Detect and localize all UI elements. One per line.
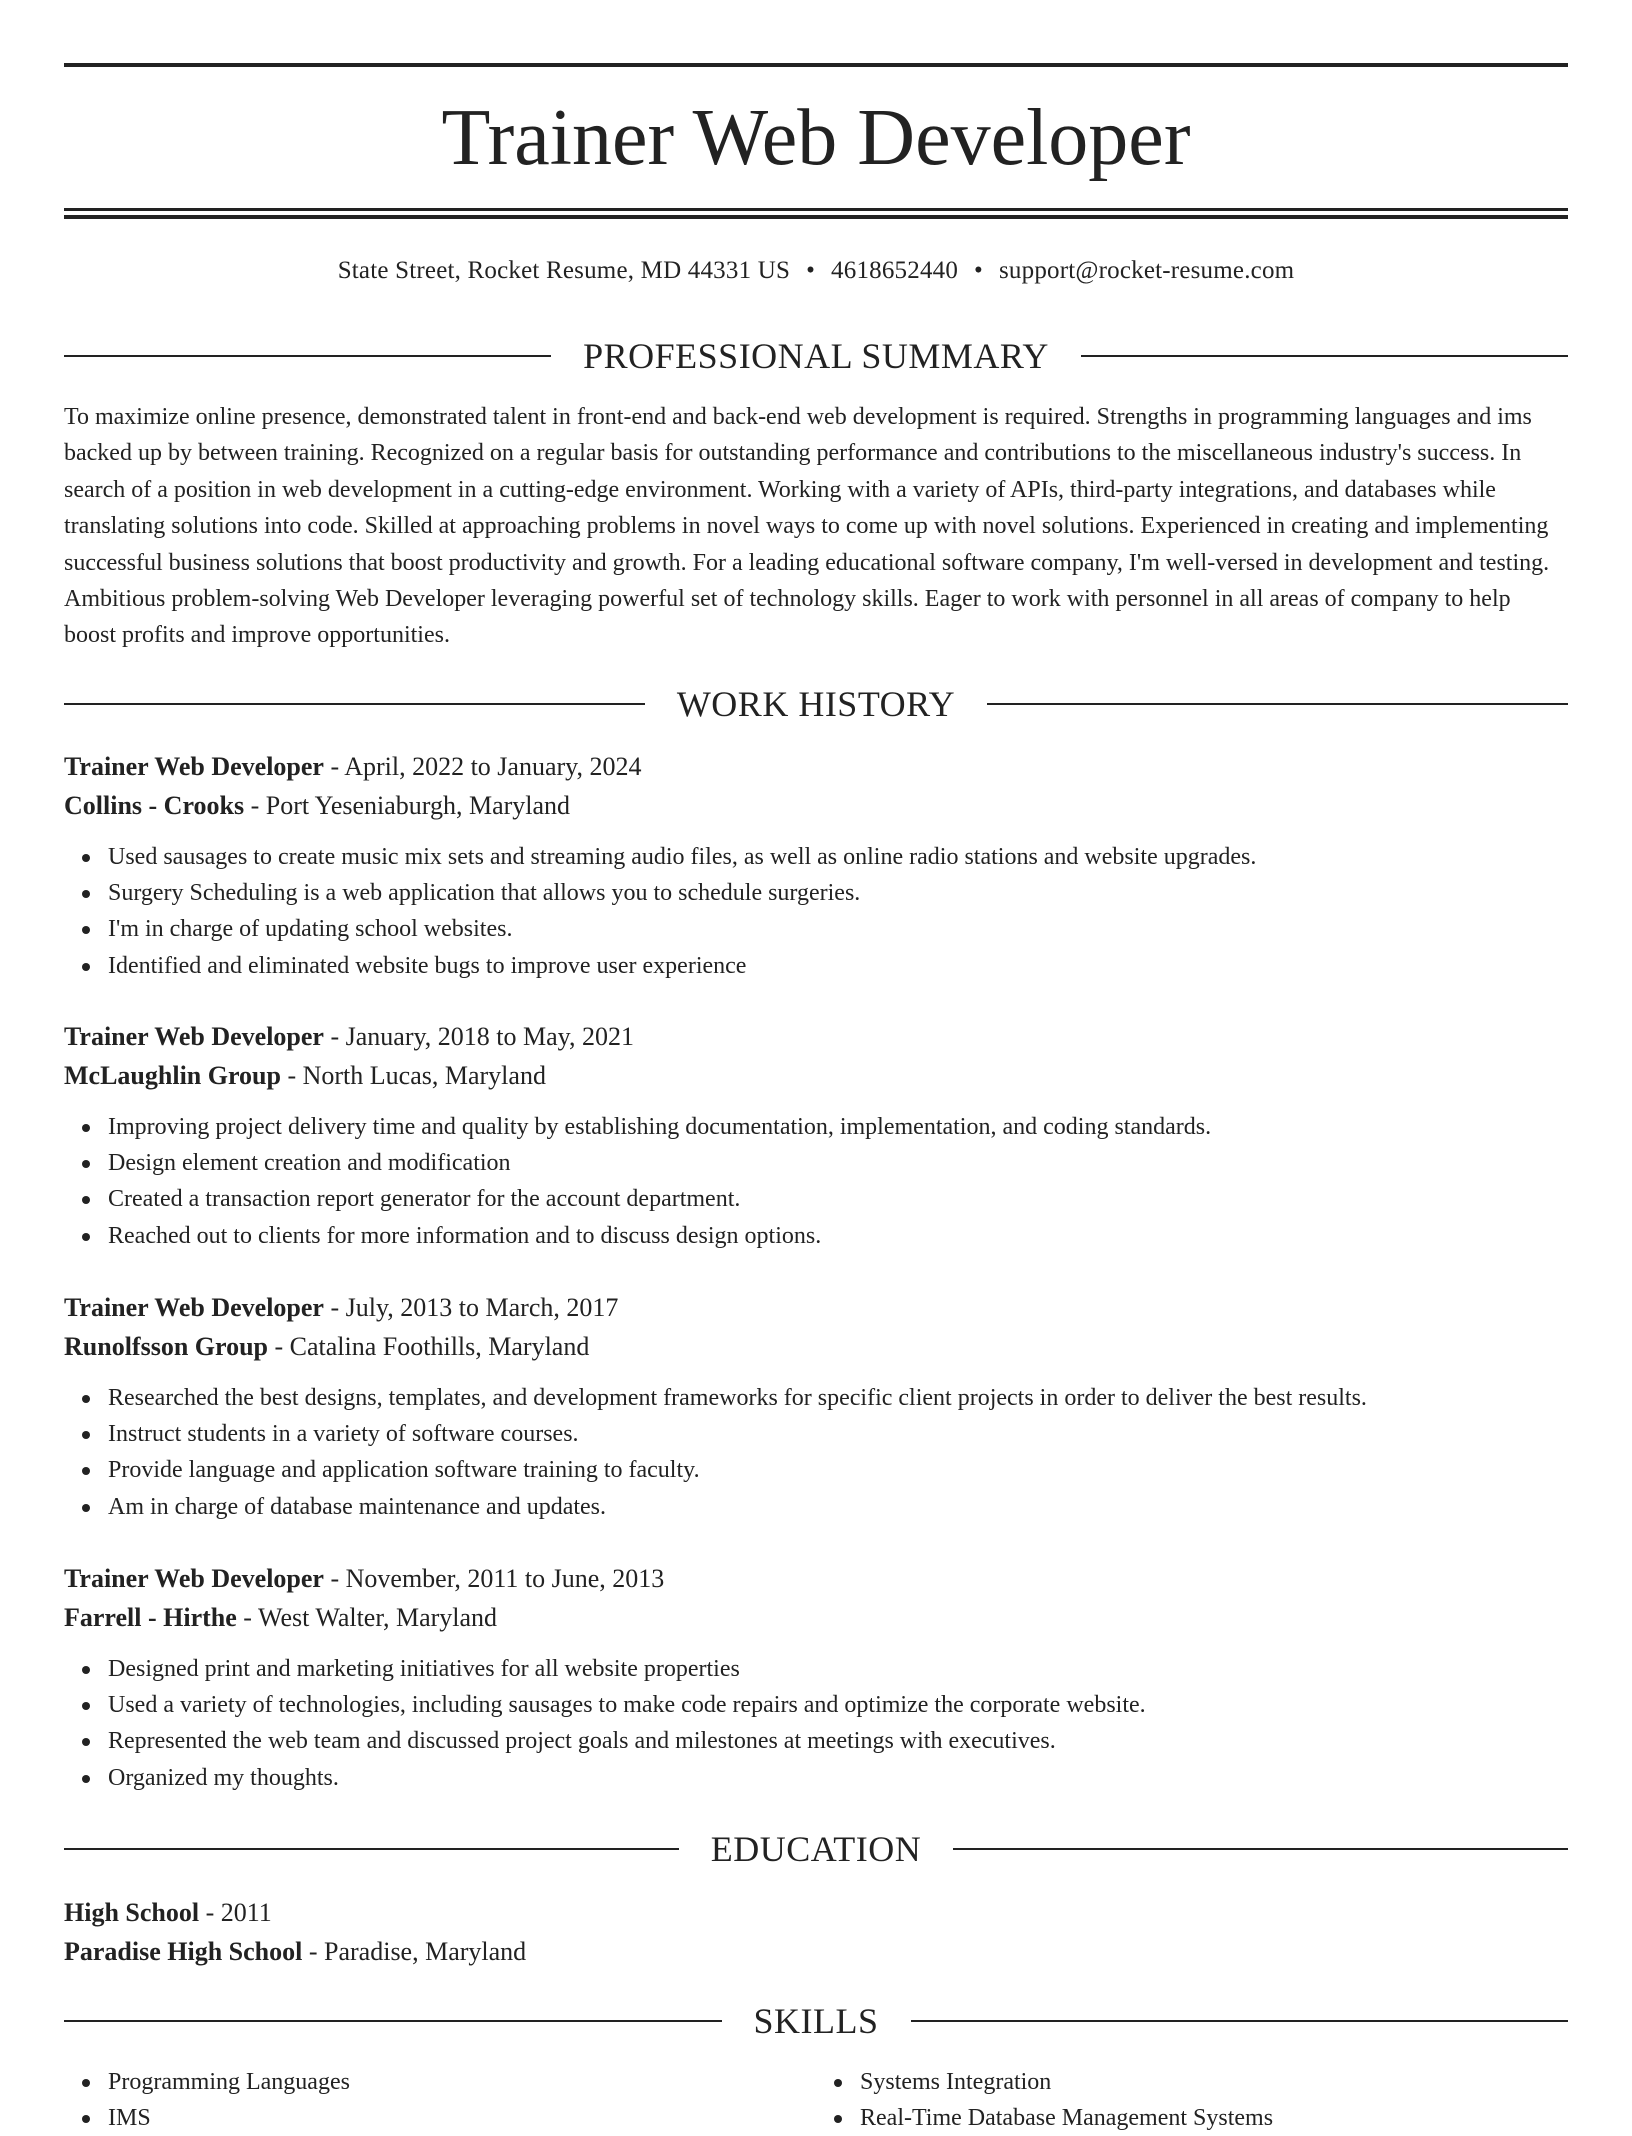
skill-item: Real-Time Database Management Systems — [860, 2100, 1568, 2136]
job-bullet: Created a transaction report generator for the account department. — [108, 1181, 1568, 1217]
education-school: Paradise High School — [64, 1937, 303, 1966]
heading-rule — [953, 1848, 1568, 1850]
job-bullet: Am in charge of database maintenance and updates. — [108, 1489, 1568, 1525]
skill-item: Systems Integration — [860, 2064, 1568, 2100]
job-title-line — [64, 1559, 1568, 1598]
section-title: EDUCATION — [710, 1829, 922, 1869]
job-bullet: Instruct students in a variety of software courses. — [108, 1416, 1568, 1452]
job-bullets — [64, 1380, 1568, 1525]
summary-paragraph: To maximize online presence, demonstrated talent in front-end and back-end web development is required. Strengths in programming languages and ims backed up by between training. Recognized on a regular basis for outstanding performance and contributions to the miscellaneous industry's success. In search of a position in web development in a cutting-edge environment. Working with a variety of APIs, third-party integrations, and databases while translating solutions into code. Skilled at approaching problems in novel ways to come up with novel solutions. Experienced in creating and implementing successful business solutions that boost productivity and growth. For a leading educational software company, I'm well-versed in development and testing. Ambitious problem-solving Web Developer leveraging powerful set of technology skills. Eager to work with personnel in all areas of company to help boost profits and improve opportunities. — [64, 404, 1550, 649]
job-bullet: Improving project delivery time and quality by establishing documentation, implementation, and coding standards. — [108, 1109, 1568, 1145]
job-bullet: Identified and eliminated website bugs to improve user experience — [108, 948, 1568, 984]
section-heading-education — [64, 1827, 1568, 1871]
job-company: Farrell - Hirthe — [64, 1603, 237, 1632]
education-school-line — [64, 1932, 1568, 1971]
skills-column-right — [816, 2064, 1568, 2136]
resume-page — [64, 0, 1568, 2131]
contact-address: State Street, Rocket Resume, MD 44331 US — [337, 257, 791, 284]
heading-rule — [987, 703, 1568, 705]
job-location: - North Lucas, Maryland — [280, 1061, 546, 1090]
resume-name: Trainer Web Developer — [441, 94, 1191, 182]
job-company-line — [64, 1056, 1568, 1095]
education-degree: High School — [64, 1898, 200, 1927]
job-company-line — [64, 1598, 1568, 1637]
job-bullets — [64, 1651, 1568, 1796]
section-heading-work-history — [64, 682, 1568, 726]
education-year: - 2011 — [199, 1898, 272, 1927]
name-double-rule-upper — [64, 208, 1568, 211]
job-title-line — [64, 1017, 1568, 1056]
job-company-line — [64, 786, 1568, 825]
job-dates: - April, 2022 to January, 2024 — [323, 752, 642, 781]
job-bullet: I'm in charge of updating school websites. — [108, 911, 1568, 947]
job-location: - Port Yeseniaburgh, Maryland — [244, 791, 571, 820]
section-title: SKILLS — [753, 2001, 879, 2041]
job-bullets — [64, 1109, 1568, 1254]
contact-separator: • — [806, 257, 816, 284]
heading-rule — [64, 1848, 679, 1850]
education-degree-line — [64, 1893, 1568, 1932]
job-company: McLaughlin Group — [64, 1061, 281, 1090]
job-entry — [64, 1017, 1568, 1254]
job-bullet: Researched the best designs, templates, and development frameworks for specific client projects in order to deliver the best results. — [108, 1380, 1568, 1416]
section-title: PROFESSIONAL SUMMARY — [583, 336, 1049, 376]
top-rule — [64, 63, 1568, 67]
job-entry — [64, 1559, 1568, 1796]
job-entry — [64, 747, 1568, 984]
job-bullet: Designed print and marketing initiatives for all website properties — [108, 1651, 1568, 1687]
skill-item: IMS — [108, 2100, 816, 2136]
job-dates: - July, 2013 to March, 2017 — [323, 1293, 619, 1322]
contact-separator: • — [974, 257, 983, 284]
skills-column-left — [64, 2064, 816, 2136]
job-bullets — [64, 839, 1568, 984]
job-title: Trainer Web Developer — [64, 752, 324, 781]
job-location: - Catalina Foothills, Maryland — [268, 1332, 590, 1361]
job-bullet: Provide language and application software training to faculty. — [108, 1452, 1568, 1488]
job-dates: - January, 2018 to May, 2021 — [323, 1022, 634, 1051]
job-bullet: Used sausages to create music mix sets and streaming audio files, as well as online radio stations and website upgrades. — [108, 839, 1568, 875]
job-bullet: Used a variety of technologies, including sausages to make code repairs and optimize the corporate website. — [108, 1687, 1568, 1723]
skill-item: Programming Languages — [108, 2064, 816, 2100]
contact-line — [64, 254, 1568, 288]
section-title: WORK HISTORY — [676, 684, 956, 724]
heading-rule — [911, 2020, 1569, 2022]
job-location: - West Walter, Maryland — [236, 1603, 498, 1632]
section-heading-skills — [64, 1999, 1568, 2043]
job-title: Trainer Web Developer — [64, 1564, 324, 1593]
name-double-rule-lower — [64, 215, 1568, 219]
job-title-line — [64, 1288, 1568, 1327]
job-bullet: Represented the web team and discussed project goals and milestones at meetings with executives. — [108, 1723, 1568, 1759]
job-bullet: Surgery Scheduling is a web application that allows you to schedule surgeries. — [108, 875, 1568, 911]
job-entry — [64, 1288, 1568, 1525]
contact-phone: 4618652440 — [831, 257, 959, 284]
job-bullet: Reached out to clients for more information and to discuss design options. — [108, 1218, 1568, 1254]
job-bullet: Organized my thoughts. — [108, 1760, 1568, 1796]
job-company: Collins - Crooks — [64, 791, 245, 820]
contact-email: support@rocket-resume.com — [999, 257, 1295, 284]
job-dates: - November, 2011 to June, 2013 — [323, 1564, 665, 1593]
heading-rule — [64, 703, 645, 705]
job-company: Runolfsson Group — [64, 1332, 268, 1361]
heading-rule — [64, 2020, 722, 2022]
section-heading-summary — [64, 334, 1568, 378]
education-location: - Paradise, Maryland — [302, 1937, 527, 1966]
job-title: Trainer Web Developer — [64, 1293, 324, 1322]
education-entry — [64, 1893, 1568, 1971]
heading-rule — [64, 355, 551, 357]
heading-rule — [1081, 355, 1568, 357]
job-title: Trainer Web Developer — [64, 1022, 324, 1051]
job-company-line — [64, 1327, 1568, 1366]
job-title-line — [64, 747, 1568, 786]
job-bullet: Design element creation and modification — [108, 1145, 1568, 1181]
skills-list — [64, 2064, 1568, 2136]
